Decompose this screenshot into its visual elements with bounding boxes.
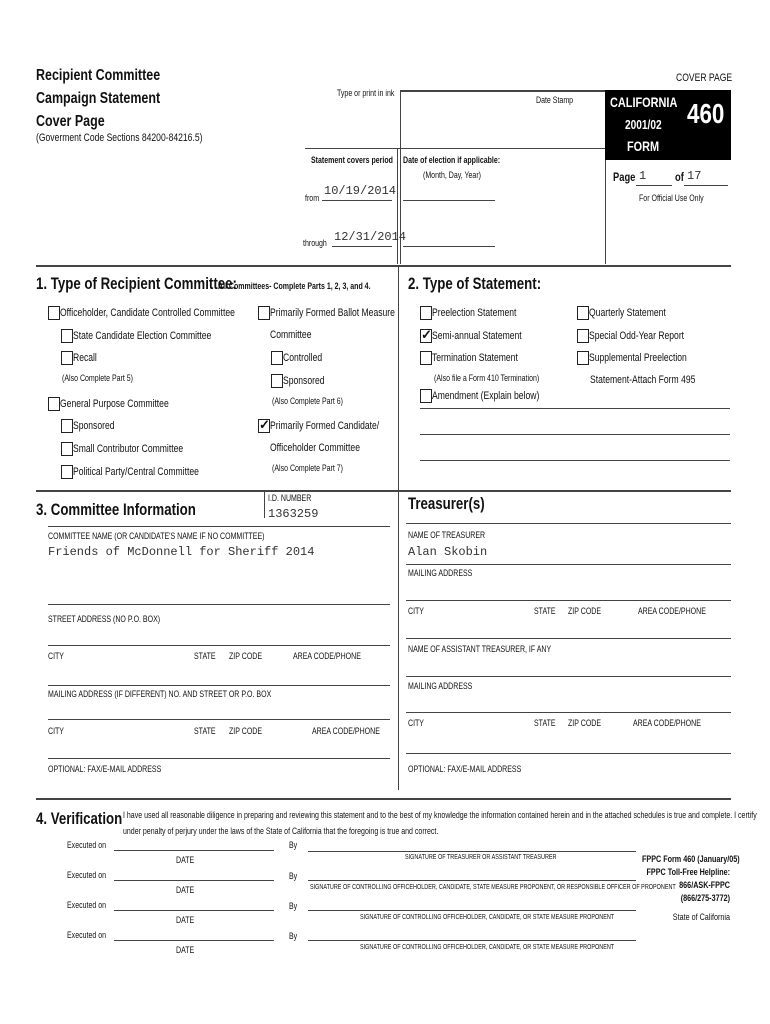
treasurer-heading: Treasurer(s) (408, 494, 485, 513)
by-label-4: By (289, 931, 298, 941)
date-label-1: DATE (176, 855, 195, 865)
id-number-label: I.D. NUMBER (268, 493, 312, 503)
optional-fax-label: OPTIONAL: FAX/E-MAIL ADDRESS (48, 764, 162, 774)
form-year: 2001/02 (625, 117, 662, 132)
also-part5: (Also Complete Part 5) (62, 373, 134, 383)
preelection-checkbox[interactable] (420, 306, 432, 320)
signature-officeholder-3: SIGNATURE OF CONTROLLING OFFICEHOLDER, CANDIDATE, OR STATE MEASURE PROPONENT (360, 944, 615, 951)
section4-heading: 4. Verification (36, 809, 123, 828)
check-mark-icon: ✓ (259, 417, 270, 432)
by-label-2: By (289, 871, 298, 881)
sponsored-right-label: Sponsored (283, 375, 325, 387)
footer-block (620, 853, 740, 924)
termination-label: Termination Statement (432, 352, 518, 364)
executed-on-4: Executed on (67, 930, 107, 940)
city-label: CITY (48, 651, 65, 661)
general-purpose-label: General Purpose Committee (60, 398, 169, 410)
primarily-candidate-label-1: Primarily Formed Candidate/ (270, 420, 380, 432)
primarily-ballot-label: Primarily Formed Ballot Measure (270, 307, 395, 319)
supplemental-label: Supplemental Preelection (589, 352, 687, 364)
semiannual-checkbox[interactable] (420, 329, 432, 343)
date-label-3: DATE (176, 915, 195, 925)
sponsored-left-label: Sponsored (73, 420, 115, 432)
amendment-label: Amendment (Explain below) (432, 390, 540, 402)
page-total[interactable]: 17 (687, 169, 702, 183)
signature-treasurer: SIGNATURE OF TREASURER OR ASSISTANT TREASURER (405, 854, 557, 861)
treasurer-name-label: NAME OF TREASURER (408, 530, 486, 540)
committee-name-label: COMMITTEE NAME (OR CANDIDATE'S NAME IF NO COMMITTEE) (48, 531, 265, 541)
executed-on-2: Executed on (67, 870, 107, 880)
primarily-candidate-checkbox[interactable] (258, 419, 270, 433)
controlled-label: Controlled (283, 352, 323, 364)
officeholder-label: Officeholder, Candidate Controlled Committee (60, 307, 235, 319)
preelection-label: Preelection Statement (432, 307, 517, 319)
treasurer-state-label: STATE (534, 606, 556, 616)
supplemental-checkbox[interactable] (577, 351, 589, 365)
committee-label: Committee (270, 329, 312, 341)
zip-label-2: ZIP CODE (229, 726, 263, 736)
signature-officeholder-2: SIGNATURE OF CONTROLLING OFFICEHOLDER, CANDIDATE, OR STATE MEASURE PROPONENT (360, 914, 615, 921)
special-odd-checkbox[interactable] (577, 329, 589, 343)
semiannual-label: Semi-annual Statement (432, 330, 522, 342)
form-state: CALIFORNIA (610, 94, 678, 110)
also-part7: (Also Complete Part 7) (272, 463, 344, 473)
quarterly-label: Quarterly Statement (589, 307, 666, 319)
through-date[interactable]: 12/31/2014 (334, 230, 407, 244)
from-date[interactable]: 10/19/2014 (324, 184, 397, 198)
verification-statement-2: under penalty of perjury under the laws of the State of California that the foregoing is true and correct. (123, 826, 439, 836)
section1-heading: 1. Type of Recipient Committee: (36, 274, 237, 293)
official-use: For Official Use Only (639, 193, 704, 203)
date-label-4: DATE (176, 945, 195, 955)
treasurer-city-label: CITY (408, 606, 425, 616)
type-or-print: Type or print in ink (337, 88, 395, 98)
by-label-1: By (289, 840, 298, 850)
assistant-mailing-label: MAILING ADDRESS (408, 681, 473, 691)
zip-label: ZIP CODE (229, 651, 263, 661)
small-contributor-checkbox[interactable] (61, 442, 73, 456)
assistant-zip-label: ZIP CODE (568, 718, 602, 728)
assistant-state-label: STATE (534, 718, 556, 728)
title-line-3: Cover Page (36, 113, 105, 130)
state-candidate-label: State Candidate Election Committee (73, 330, 212, 342)
special-odd-label: Special Odd-Year Report (589, 330, 685, 342)
form-badge (605, 90, 731, 160)
form-title (36, 64, 160, 133)
gov-code: (Goverment Code Sections 84200-84216.5) (36, 132, 203, 144)
date-label-2: DATE (176, 885, 195, 895)
signature-officeholder-1: SIGNATURE OF CONTROLLING OFFICEHOLDER, CANDIDATE, STATE MEASURE PROPONENT, OR RESPONSIBLE OFFICER OF PROPONENT (310, 884, 676, 891)
treasurer-zip-label: ZIP CODE (568, 606, 602, 616)
assistant-phone-label: AREA CODE/PHONE (633, 718, 701, 728)
area-phone-label: AREA CODE/PHONE (293, 651, 361, 661)
sponsored-right-checkbox[interactable] (271, 374, 283, 388)
state-label-2: STATE (194, 726, 216, 736)
through-label: through (303, 238, 327, 248)
primarily-ballot-checkbox[interactable] (258, 306, 270, 320)
executed-on-3: Executed on (67, 900, 107, 910)
section1-note: All Committees- Complete Parts 1, 2, 3, and 4. (218, 281, 371, 291)
executed-on-1: Executed on (67, 840, 107, 850)
state-label: STATE (194, 651, 216, 661)
page-number[interactable]: 1 (639, 169, 647, 183)
also-part6: (Also Complete Part 6) (272, 396, 344, 406)
verification-statement-1: I have used all reasonable diligence in preparing and reviewing this statement and to the best of my knowledge the information contained herein and in the attached schedules is true and complete. I certify (123, 810, 757, 820)
recall-label: Recall (73, 352, 97, 364)
covers-period-label: Statement covers period (311, 155, 393, 165)
cover-page-label: COVER PAGE (676, 72, 733, 84)
footer-form-id: FPPC Form 460 (January/05) (642, 854, 740, 864)
section3-heading: 3. Committee Information (36, 500, 196, 519)
page-label: Page (613, 170, 636, 184)
controlled-checkbox[interactable] (271, 351, 283, 365)
footer-phone-1: 866/ASK-FPPC (679, 880, 730, 890)
treasurer-name-value[interactable]: Alan Skobin (408, 545, 488, 559)
state-candidate-checkbox[interactable] (61, 329, 73, 343)
election-date-sub: (Month, Day, Year) (423, 170, 482, 180)
date-stamp: Date Stamp (536, 95, 574, 105)
primarily-candidate-label-2: Officeholder Committee (270, 442, 360, 454)
also-410: (Also file a Form 410 Termination) (434, 373, 540, 383)
treasurer-mailing-label: MAILING ADDRESS (408, 568, 473, 578)
city-label-2: CITY (48, 726, 65, 736)
treasurer-optional-label: OPTIONAL: FAX/E-MAIL ADDRESS (408, 764, 522, 774)
recall-checkbox[interactable] (61, 351, 73, 365)
committee-name-value[interactable]: Friends of McDonnell for Sheriff 2014 (48, 545, 315, 559)
election-date-label: Date of election if applicable: (403, 155, 501, 165)
treasurer-phone-label: AREA CODE/PHONE (638, 606, 706, 616)
general-purpose-checkbox[interactable] (48, 397, 60, 411)
footer-phone-2: (866/275-3772) (680, 893, 730, 903)
footer-helpline: FPPC Toll-Free Helpline: (646, 867, 730, 877)
attach495-label: Statement-Attach Form 495 (590, 374, 696, 386)
footer-state: State of California (672, 912, 730, 922)
street-address-label: STREET ADDRESS (NO P.O. BOX) (48, 614, 161, 624)
check-mark-icon: ✓ (421, 327, 432, 342)
area-phone-label-2: AREA CODE/PHONE (312, 726, 380, 736)
page-of: of (675, 170, 684, 184)
sponsored-left-checkbox[interactable] (61, 419, 73, 433)
title-line-2: Campaign Statement (36, 90, 161, 107)
political-party-label: Political Party/Central Committee (73, 466, 199, 478)
form-number: 460 (687, 98, 725, 129)
assistant-city-label: CITY (408, 718, 425, 728)
section2-heading: 2. Type of Statement: (408, 274, 542, 293)
political-party-checkbox[interactable] (61, 465, 73, 479)
officeholder-checkbox[interactable] (48, 306, 60, 320)
amendment-checkbox[interactable] (420, 389, 432, 403)
by-label-3: By (289, 901, 298, 911)
from-label: from (305, 193, 320, 203)
title-line-1: Recipient Committee (36, 67, 161, 84)
termination-checkbox[interactable] (420, 351, 432, 365)
form-label: FORM (627, 138, 660, 154)
assistant-treasurer-label: NAME OF ASSISTANT TREASURER, IF ANY (408, 644, 552, 654)
id-number-value[interactable]: 1363259 (268, 507, 319, 521)
quarterly-checkbox[interactable] (577, 306, 589, 320)
small-contributor-label: Small Contributor Committee (73, 443, 184, 455)
mailing-address-label: MAILING ADDRESS (IF DIFFERENT) NO. AND STREET OR P.O. BOX (48, 689, 272, 699)
